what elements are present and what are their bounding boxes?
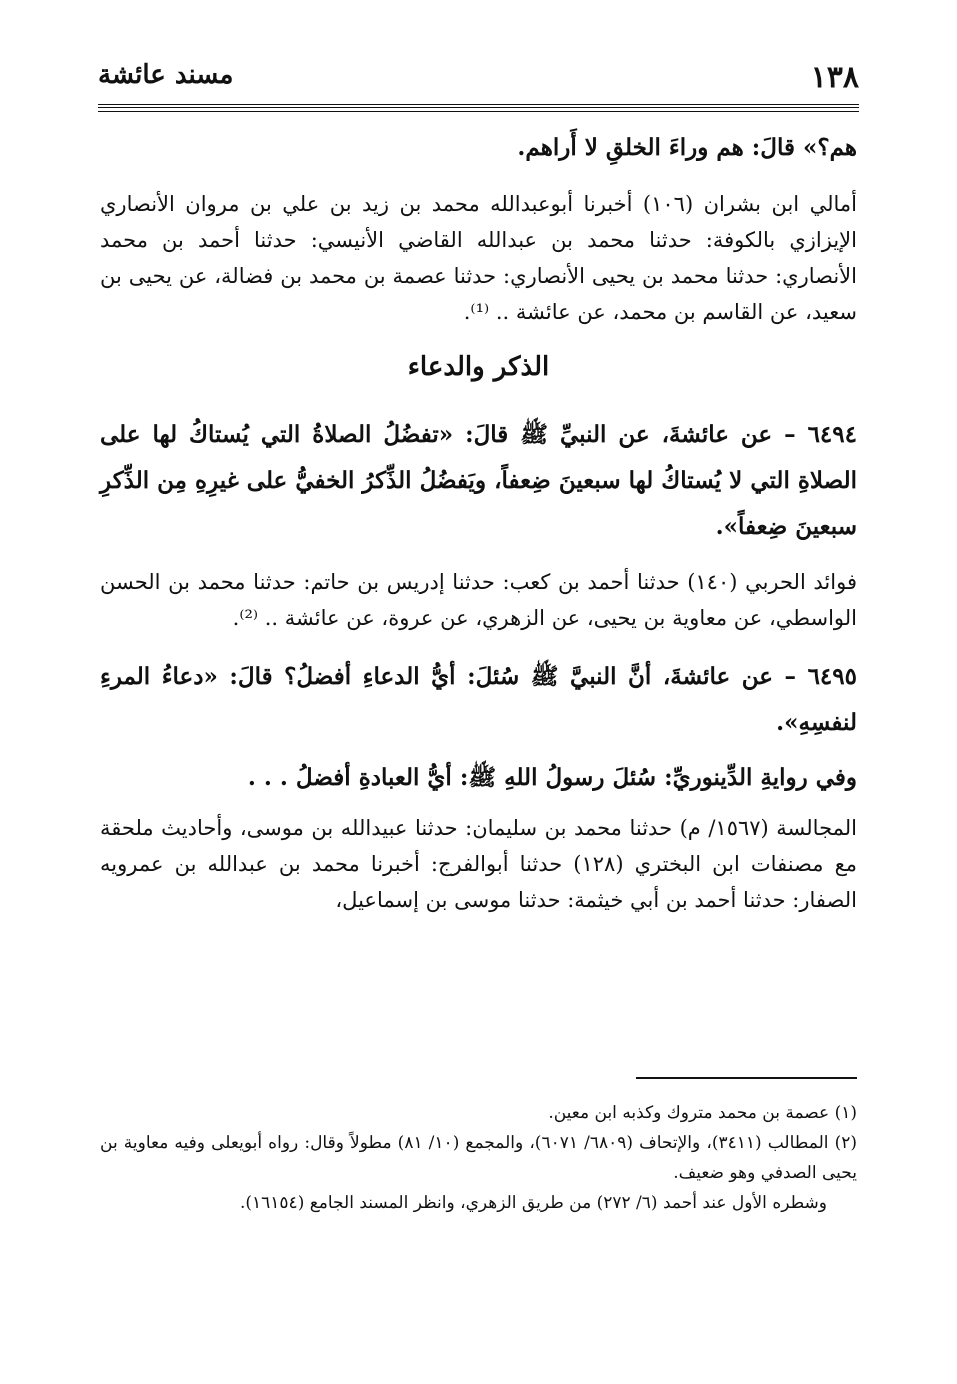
footnote-1: (١) عصمة بن محمد متروك وكذبه ابن معين. bbox=[548, 1103, 857, 1123]
page-number: ١٣٨ bbox=[810, 60, 859, 95]
footnote-rule bbox=[636, 1077, 857, 1079]
hadith-6494: ٦٤٩٤ – عن عائشةَ، عن النبيِّ ﷺ قالَ: «تفضُلُ الصلاةُ التي يُستاكُ لها على الصلاةِ التي لا يُستاكُ لها سبعينَ ضِعفاً، ويَفضُلُ الذِّكرُ الخفيُّ على غيرِهِ مِن الذِّكرِ سبعينَ ضِعفاً». bbox=[100, 421, 857, 540]
footnotes bbox=[100, 1098, 857, 1218]
page-body bbox=[100, 128, 857, 918]
riwaya-line: وفي روايةِ الدِّينوريِّ: سُئلَ رسولُ اللهِ ﷺ: أيُّ العبادةِ أفضلُ . . . bbox=[247, 764, 857, 791]
hadith-6495: ٦٤٩٥ – عن عائشةَ، أنَّ النبيَّ ﷺ سُئلَ: أيُّ الدعاءِ أفضلُ؟ قالَ: «دعاءُ المرءِ لنفسِهِ». bbox=[100, 663, 857, 736]
header-rule bbox=[98, 104, 859, 112]
footnote-2-continuation: وشطره الأول عند أحمد (٦/ ٢٧٢) من طريق الزهري، وانظر المسند الجامع (١٦١٥٤). bbox=[239, 1193, 827, 1213]
source-paragraph-1: أمالي ابن بشران (١٠٦) أخبرنا أبوعبدالله محمد بن زيد بن علي بن مروان الأنصاري الإيزازي بالكوفة: حدثنا محمد بن عبدالله القاضي الأنيسي: حدثنا أحمد بن محمد الأنصاري: حدثنا محمد بن يحيى الأنصاري: حدثنا عصمة بن محمد بن فضالة، عن يحيى بن سعيد، عن القاسم بن محمد، عن عائشة .. ⁽¹⁾. bbox=[100, 192, 857, 324]
section-heading: الذكر والدعاء bbox=[407, 352, 550, 382]
source-paragraph-6495: المجالسة (١٥٦٧/ م) حدثنا محمد بن سليمان: حدثنا عبيدالله بن موسى، وأحاديث ملحقة مع مصنفات ابن البختري (١٢٨) حدثنا أبوالفرج: أخبرنا محمد بن عبدالله بن عمرويه الصفار: حدثنا أحمد بن أبي خيثمة: حدثنا موسى بن إسماعيل، bbox=[100, 816, 858, 912]
page-header bbox=[98, 56, 859, 100]
running-title: مسند عائشة bbox=[98, 60, 234, 90]
hadith-ending-line: هم؟» قالَ: هم وراءَ الخلقِ لا أَراهم. bbox=[517, 134, 857, 161]
footnote-2: (٢) المطالب (٣٤١١)، والإتحاف (٦٨٠٩/ ٦٠٧١)، والمجمع (١٠/ ٨١) مطولاً وقال: رواه أبويعلى وفيه معاوية بن يحيى الصدفي وهو ضعيف. bbox=[100, 1133, 857, 1183]
source-paragraph-6494: فوائد الحربي (١٤٠) حدثنا أحمد بن كعب: حدثنا إدريس بن حاتم: حدثنا محمد بن الحسن الواسطي، عن معاوية بن يحيى، عن الزهري، عن عروة، عن عائشة .. ⁽²⁾. bbox=[100, 570, 857, 630]
